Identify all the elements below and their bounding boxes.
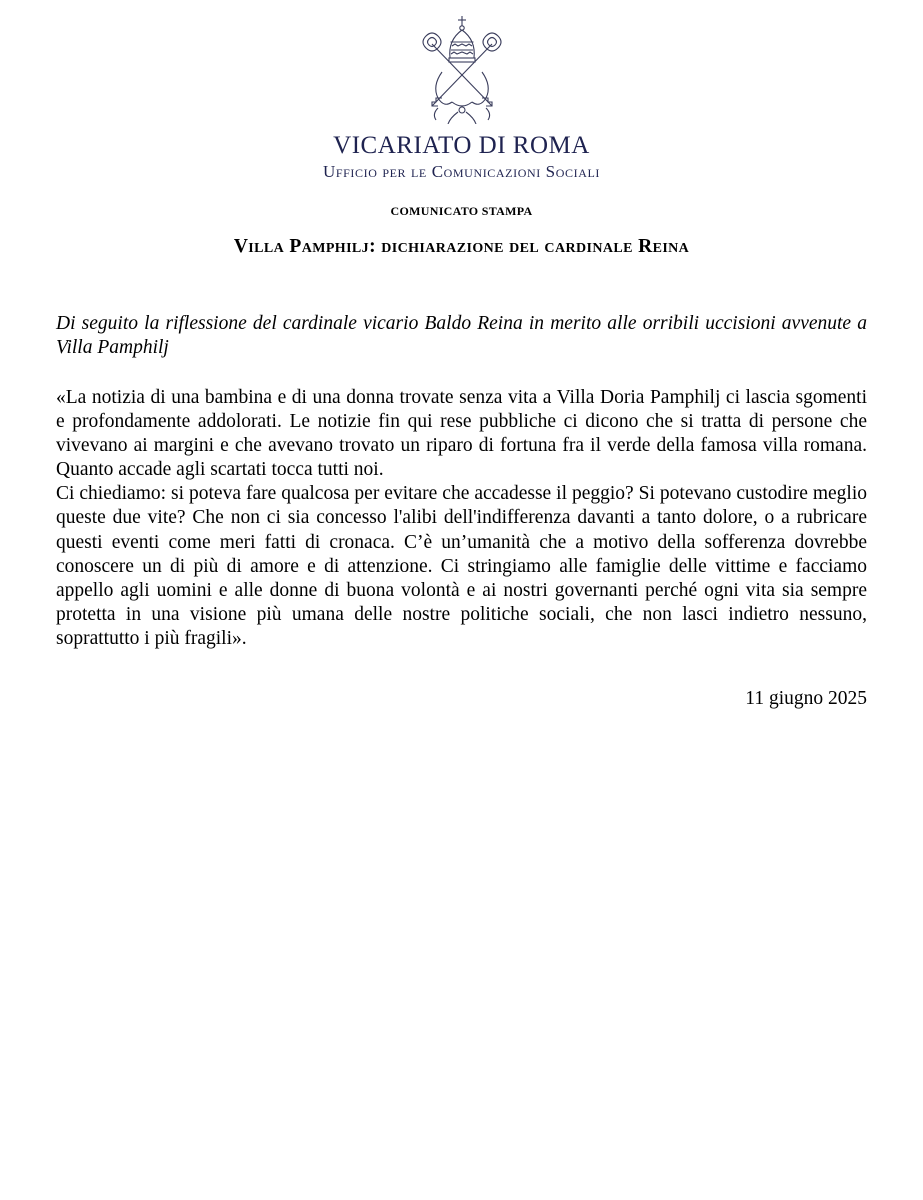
document-date: 11 giugno 2025 <box>745 688 867 709</box>
document-type: COMUNICATO STAMPA <box>390 204 533 218</box>
office-name: Ufficio per le Comunicazioni Sociali <box>323 162 600 181</box>
document-title: Villa Pamphilj: dichiarazione del cardinale Reina <box>233 236 690 257</box>
statement-paragraph: Ci chiediamo: si poteva fare qualcosa per evitare che accadesse il peggio? Si potevano custodire meglio queste due vite? Che non ci sia concesso l'alibi dell'indifferenza davanti a tanto dolore, o a rubricare questi eventi come meri fatti di cronaca. C’è un’umanità che a motivo della sofferenza dovrebbe conoscere un di più di amore e di attenzione. Ci stringiamo alle famiglie delle vittime e facciamo appello agli uomini e alle donne di buona volontà e ai nostri governanti perché ogni vita sia sempre protetta in una visione più umana delle nostre politiche sociali, che non lasci indietro nessuno, soprattutto i più fragili». <box>56 483 867 649</box>
statement-paragraph: «La notizia di una bambina e di una donna trovate senza vita a Villa Doria Pamphilj ci lascia sgomenti e profondamente addolorati. Le notizie fin qui rese pubbliche ci dicono che si tratta di persone che vivevano ai margini e che avevano trovato un riparo di fortuna fra il verde della famosa villa romana. Quanto accade agli scartati tocca tutti noi. <box>56 387 867 481</box>
intro-paragraph: Di seguito la riflessione del cardinale vicario Baldo Reina in merito alle orribili uccisioni avvenute a Villa Pamphilj <box>56 313 867 358</box>
papal-coat-of-arms-icon <box>412 14 512 124</box>
org-name: VICARIATO DI ROMA <box>333 132 590 159</box>
statement-body <box>56 386 867 651</box>
